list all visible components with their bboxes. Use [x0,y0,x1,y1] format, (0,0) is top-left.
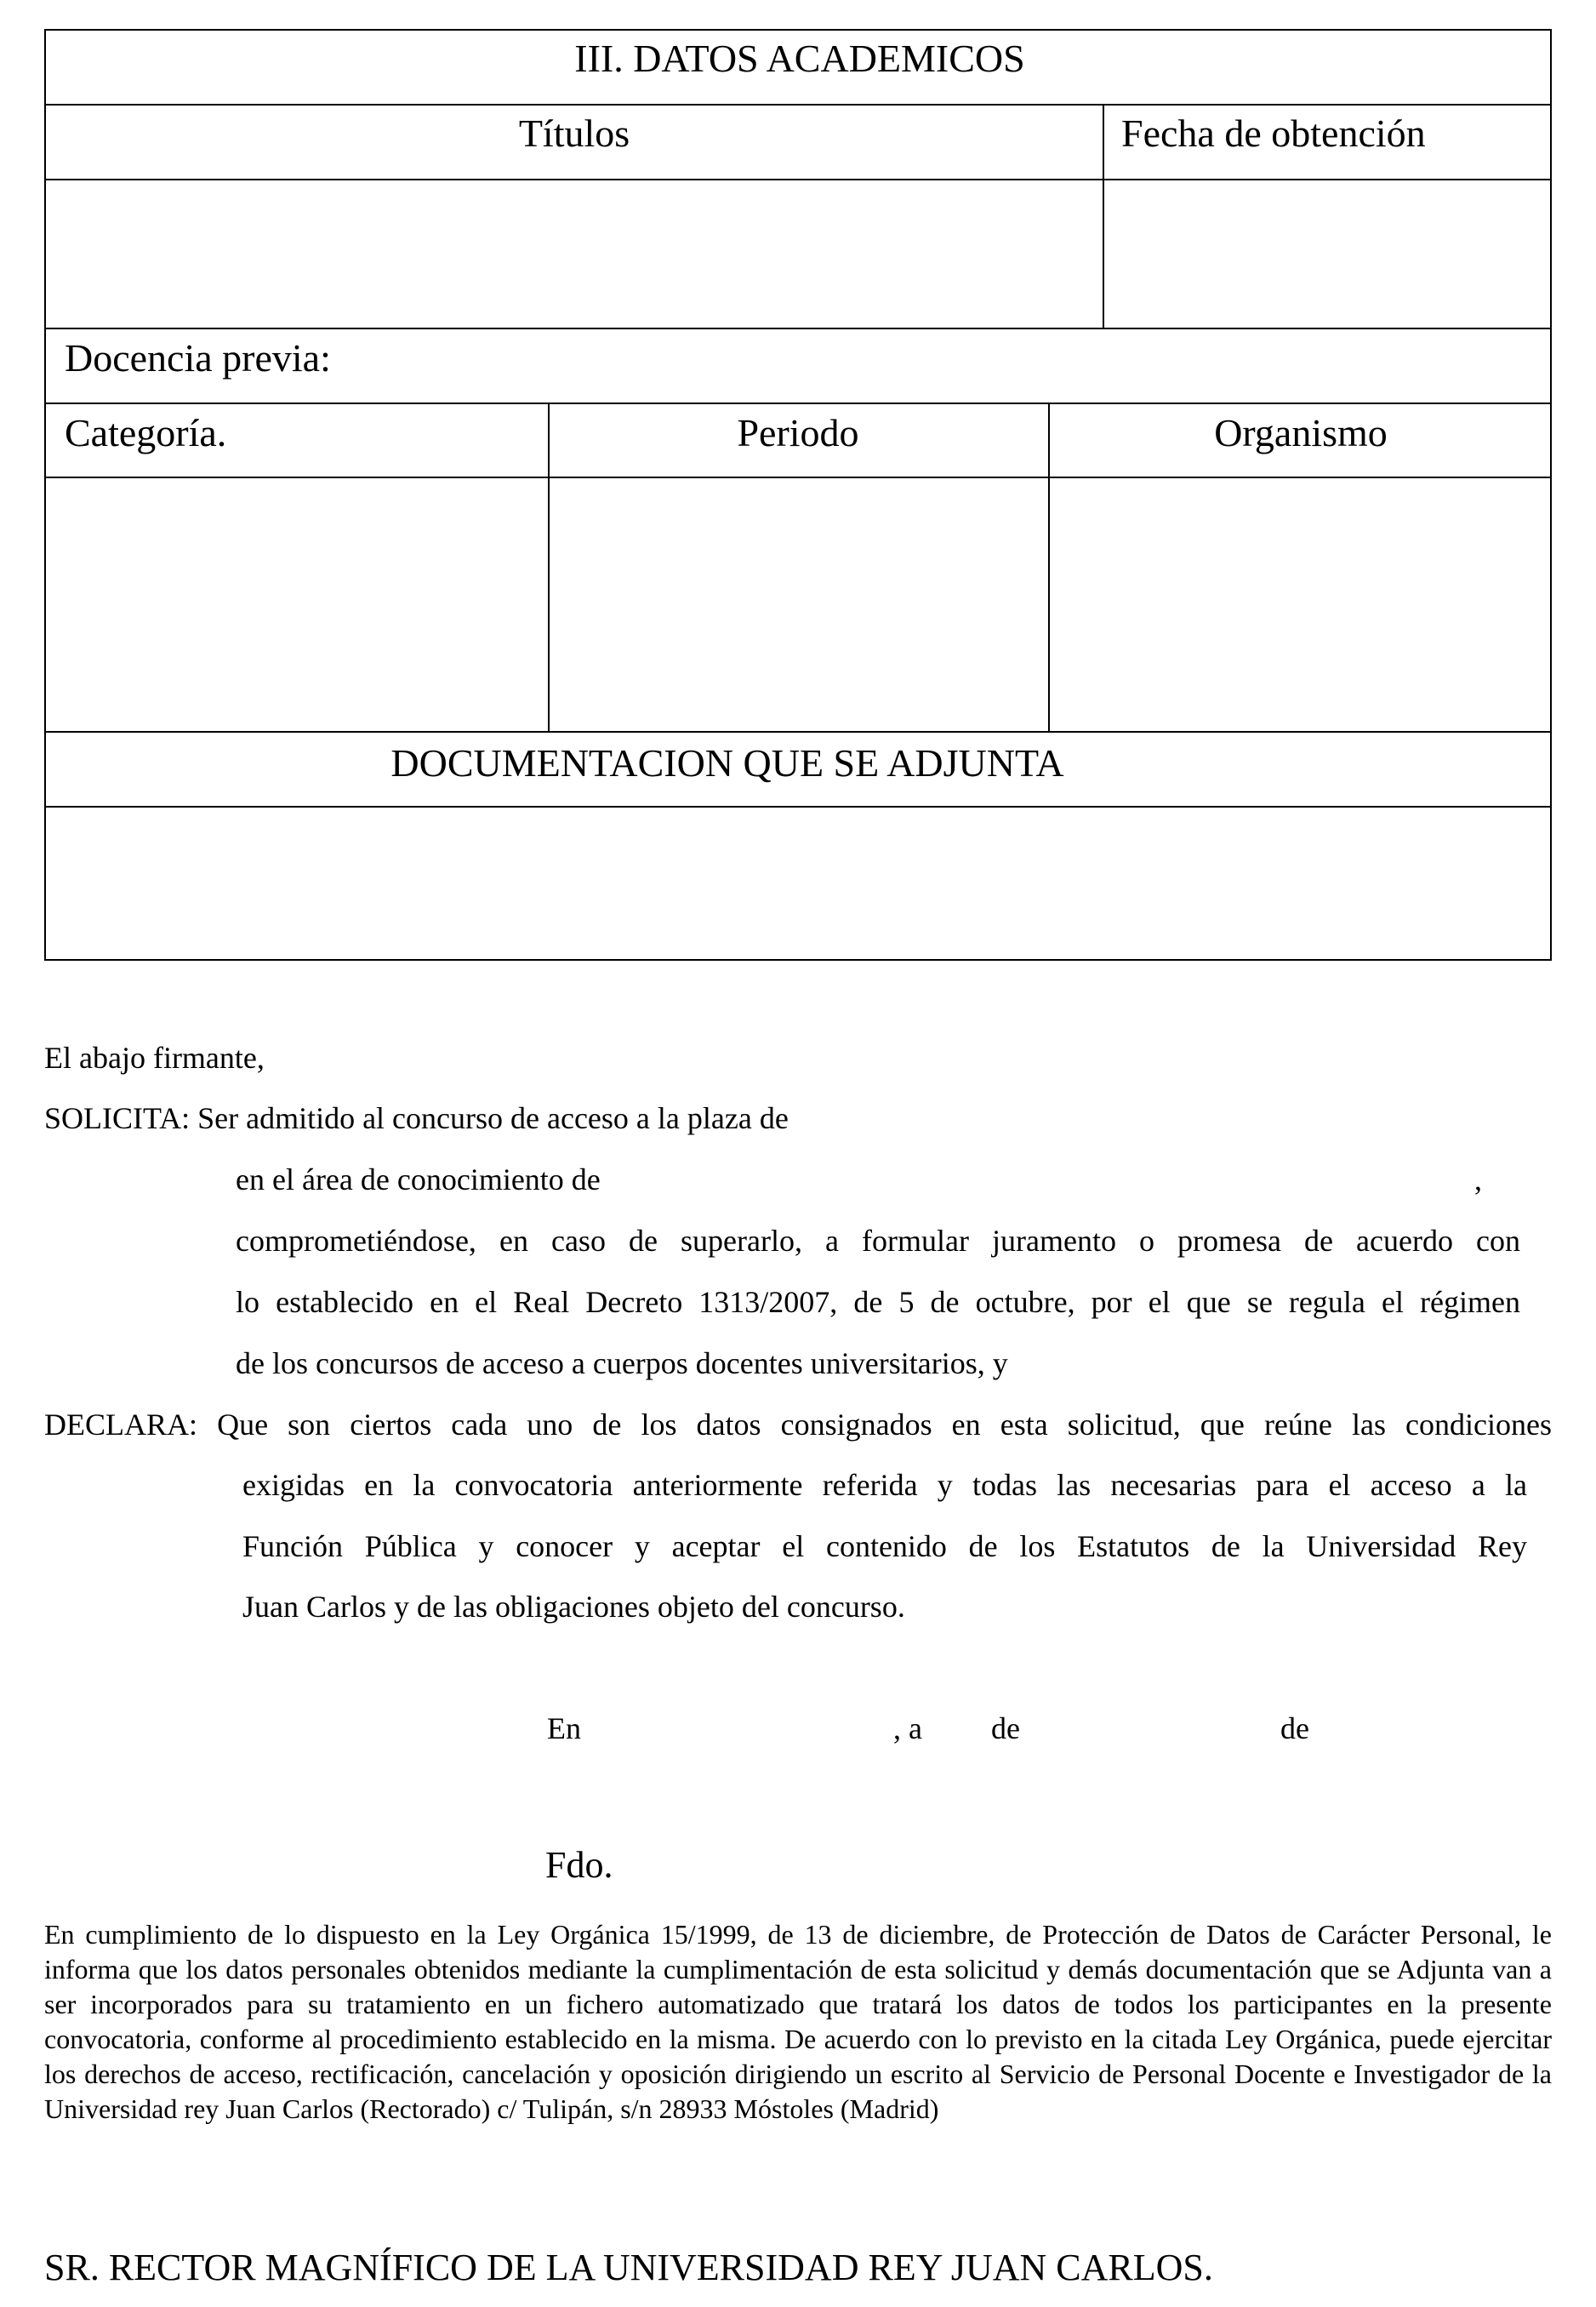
section-title: III. DATOS ACADEMICOS [574,37,1025,80]
table-rule [1103,104,1104,328]
table-rule [46,477,1550,478]
month-separator: de [991,1711,1020,1745]
year-field[interactable] [1327,1707,1497,1746]
declara-line: DECLARA: Que son ciertos cada uno de los datos consignados en esta solicitud, que reúne las condiciones [44,1408,1552,1442]
category-field[interactable] [49,480,544,728]
solicita-line: lo establecido en el Real Decreto 1313/2007, de 5 de octubre, por el que se regula el régimen [236,1285,1520,1319]
table-rule [46,179,1550,180]
place-field[interactable] [596,1707,889,1746]
addressee: SR. RECTOR MAGNÍFICO DE LA UNIVERSIDAD REY JUAN CARLOS. [44,2247,1213,2288]
year-separator: de [1280,1711,1309,1745]
declara-line: Juan Carlos y de las obligaciones objeto del concurso. [242,1590,905,1624]
position-field[interactable] [910,1098,1540,1137]
day-field[interactable] [940,1707,987,1746]
academic-data-table [44,29,1552,961]
solicita-line: SOLICITA: Ser admitido al concurso de acceso a la plaza de [44,1101,789,1135]
period-field[interactable] [551,480,1045,728]
solicita-line: de los concursos de acceso a cuerpos docentes universitarios, y [236,1346,1008,1380]
organism-column-header: Organismo [1214,411,1388,454]
table-rule [46,806,1550,808]
place-label: En [547,1711,581,1745]
signer-intro: El abajo firmante, [44,1041,265,1075]
titles-column-header: Títulos [518,111,630,155]
date-obtained-field[interactable] [1108,182,1550,324]
table-rule [46,731,1550,733]
prior-teaching-label: Docencia previa: [65,336,331,380]
declara-line: exigidas en la convocatoria anteriormente referida y todas las necesarias para el acceso a la [242,1468,1527,1502]
category-column-header: Categoría. [65,411,227,454]
knowledge-area-label: en el área de conocimiento de [236,1162,601,1196]
privacy-notice: En cumplimiento de lo dispuesto en la Ley Orgánica 15/1999, de 13 de diciembre, de Protección de Datos de Carácter Personal, le informa que los datos personales obtenidos mediante la cumplimentación de esta solicitud y demás documentación que se Adjunta van a ser incorporados para su tratamiento en un fichero automatizado que tratará los datos de todos los participantes en la presente convocatoria, conforme al procedimiento establecido en la misma. De acuerdo con lo previsto en la citada Ley Orgánica, puede ejercitar los derechos de acceso, rectificación, cancelación y oposición dirigiendo un escrito al Servicio de Personal Docente e Investigador de la Universidad rey Juan Carlos (Rectorado) c/ Tulipán, s/n 28933 Móstoles (Madrid) [44,1919,1552,2124]
solicita-line: comprometiéndose, en caso de superarlo, a formular juramento o promesa de acuerdo con [236,1224,1520,1258]
knowledge-area-field[interactable] [664,1159,1472,1198]
table-rule [46,403,1550,404]
day-separator: , a [893,1711,922,1745]
signature-field[interactable] [630,1838,1225,1889]
date-column-header: Fecha de obtención [1121,111,1426,155]
attachments-field[interactable] [49,809,1550,956]
period-column-header: Periodo [737,411,859,454]
month-field[interactable] [1038,1707,1276,1746]
organism-field[interactable] [1052,480,1550,728]
signature-label: Fdo. [545,1844,613,1886]
knowledge-area-comma: , [1474,1162,1482,1196]
attachments-title: DOCUMENTACION QUE SE ADJUNTA [390,741,1064,785]
table-rule [46,328,1550,329]
table-rule [46,104,1550,106]
titles-field[interactable] [49,182,1099,324]
declara-line: Función Pública y conocer y aceptar el contenido de los Estatutos de la Universidad Rey [242,1529,1527,1563]
